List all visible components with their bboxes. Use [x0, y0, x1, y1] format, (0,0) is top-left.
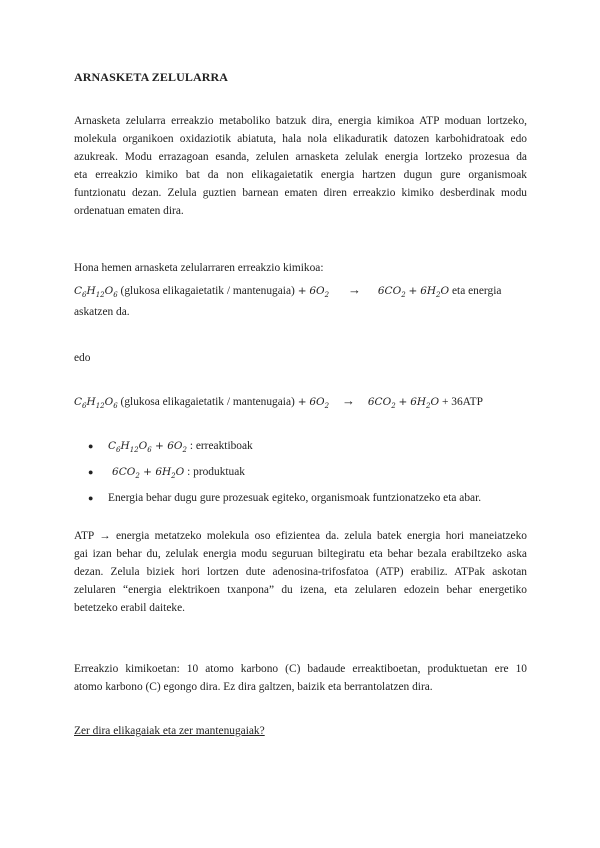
atp-line: ATP → energia metatzeko molekula oso efizientea da. zelula batek energia hori maneiatzeko — [74, 530, 527, 542]
question-heading-link[interactable]: Zer dira elikagaiak eta zer mantenugaiak? — [74, 725, 265, 737]
carbon-line: atomo karbono (C) egongo dira. Ez dira galtzen, baizik eta berrantolatzen dira. — [74, 681, 433, 693]
oxygen-formula: $6O_2$ — [309, 285, 330, 299]
atp-text: + 36ATP — [441, 396, 483, 408]
atp-paragraph — [74, 527, 527, 617]
reaction-arrow: → — [347, 282, 361, 297]
reaction-arrow: → — [341, 393, 355, 408]
intro-line: azukreak. Modu errazagoan esanda, zelulen arnasketa zelulak energia lortzeko prozesua da — [74, 151, 527, 163]
energy-text: eta energia — [451, 285, 502, 297]
intro-line: ordenatuan ematen dira. — [74, 205, 184, 217]
bullet-dot: ● — [88, 493, 94, 503]
atp-line: gai izan behar du, zelulak energia modu seguruan biltegiratu eta behar bezala erabiltzeko aska — [74, 548, 527, 560]
bullet-dot: ● — [88, 441, 94, 451]
atp-line: dezan. Zelula biziek hori lortzen dute adenosina-trifosfatoa (ATP) erabiliz. ATPak askotan — [74, 566, 527, 578]
edo-text: edo — [74, 352, 91, 364]
atp-line: zelularen “energia elektrikoen txanpona” du izena, eta zelularen edozein behar energetiko — [74, 584, 527, 596]
reaction-intro: Hona hemen arnasketa zelularraren erreakzio kimikoa: — [74, 262, 324, 274]
bullet-energy: Energia behar dugu gure prozesuak egiteko, organismoak funtzionatzeko eta abar. — [108, 492, 482, 504]
atp-line: betetzeko erabil daiteke. — [74, 602, 185, 614]
glucose-formula: $C_6H_{12}O_6$ — [74, 285, 118, 299]
intro-paragraph — [74, 112, 527, 220]
formula-1-continuation: askatzen da. — [74, 306, 130, 318]
water-formula: $6H_2O$ — [410, 396, 440, 410]
bullet-reactants: $C_6H_{12}O_6 + 6O_2$ : erreaktiboak — [108, 440, 253, 454]
intro-line: eta erreakzio kimiko bat da non elikagaietatik energia hartzen dugun gure organismoak — [74, 169, 527, 181]
formula-1: $C_6H_{12}O_6$ (glukosa elikagaietatik / mantenugaia) + $6O_2 \to 6CO_2 + 6H_2O$ eta energia — [74, 282, 502, 299]
glucose-description: (glukosa elikagaietatik / mantenugaia) — [120, 396, 295, 408]
intro-line: molekula organikoen oxidaziotik abiatuta, hala nola elikaduratik datozen karbohidratoak edo — [74, 133, 527, 145]
carbon-line: Erreakzio kimikoetan: 10 atomo karbono (C) badaude erreaktiboetan, produktuetan ere 10 — [74, 663, 527, 675]
water-formula: $6H_2O$ — [420, 285, 450, 299]
co2-formula: $6CO_2$ — [367, 396, 396, 410]
page-title: ARNASKETA ZELULARRA — [74, 70, 229, 84]
intro-line: funtzionatu dezan. Zelula guztien barnean ematen diren erreakzio kimiko desberdinak modu — [74, 187, 527, 199]
formula-2: $C_6H_{12}O_6$ (glukosa elikagaietatik / mantenugaia) + $6O_2 \to 6CO_2 + 6H_2O + 36ATP$ — [74, 393, 483, 410]
bullet-dot: ● — [88, 467, 94, 477]
oxygen-formula: $6O_2$ — [309, 396, 330, 410]
glucose-formula: $C_6H_{12}O_6$ — [74, 396, 118, 410]
intro-line: Arnasketa zelularra erreakzio metaboliko batzuk dira, energia kimikoa ATP moduan lortzeko, — [74, 115, 527, 127]
glucose-description: (glukosa elikagaietatik / mantenugaia) — [120, 285, 295, 297]
carbon-paragraph — [74, 660, 527, 696]
reactants-label: : erreaktiboak — [189, 440, 253, 452]
co2-formula: $6CO_2$ — [377, 285, 406, 299]
products-label: : produktuak — [187, 466, 246, 478]
bullet-products: $6CO_2 + 6H_2O$ : produktuak — [112, 466, 246, 480]
